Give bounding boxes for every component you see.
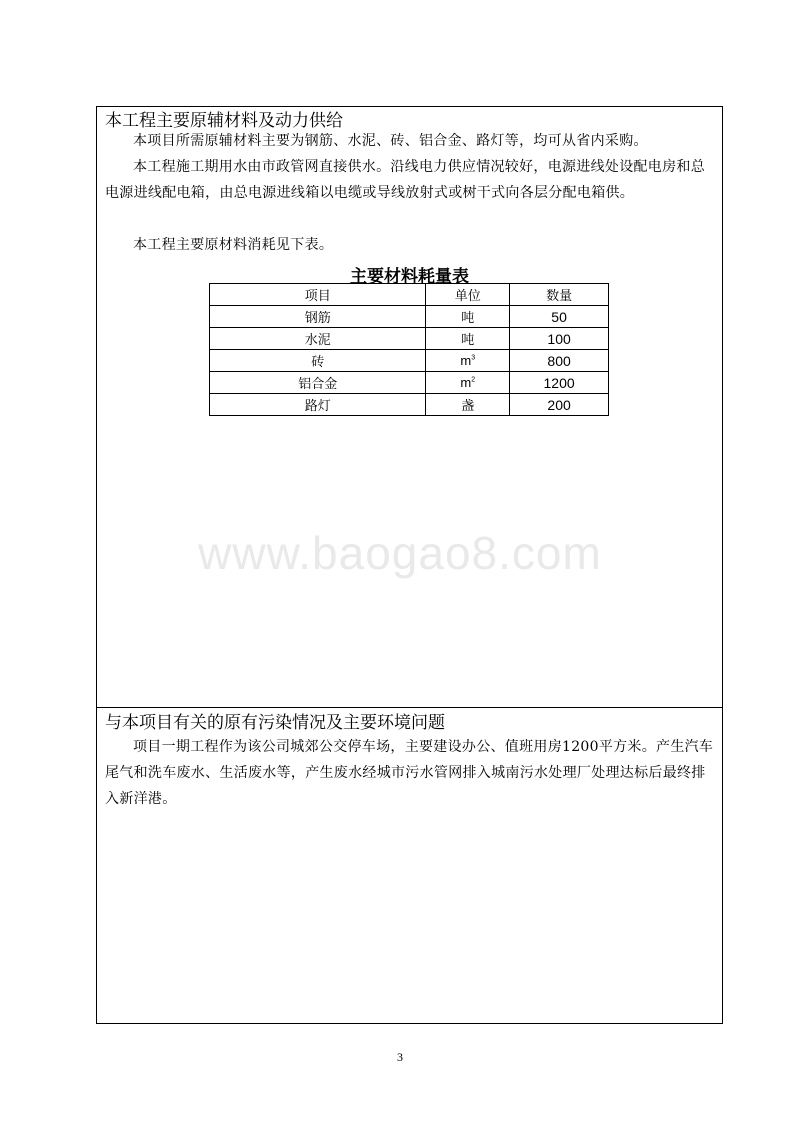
column-header-unit: 单位 xyxy=(426,284,510,306)
table-caption: 主要材料耗量表 xyxy=(350,267,469,287)
cell-quantity: 800 xyxy=(510,350,609,372)
table-row xyxy=(210,328,609,350)
table-row xyxy=(210,306,609,328)
cell-quantity: 50 xyxy=(510,306,609,328)
watermark: www.baogao8.com xyxy=(198,527,602,579)
section2-title: 与本项目有关的原有污染情况及主要环境问题 xyxy=(105,713,445,733)
cell-item: 水泥 xyxy=(210,328,426,350)
section1-title: 本工程主要原辅材料及动力供给 xyxy=(105,111,343,131)
column-header-item: 项目 xyxy=(210,284,426,306)
cell-quantity: 1200 xyxy=(510,372,609,394)
cell-unit xyxy=(426,350,510,372)
table-row xyxy=(210,394,609,416)
unit-base: m xyxy=(460,375,472,390)
cell-quantity: 100 xyxy=(510,328,609,350)
cell-item: 钢筋 xyxy=(210,306,426,328)
page-number: 3 xyxy=(397,1050,403,1064)
cell-item: 砖 xyxy=(210,350,426,372)
section1-paragraph: 本项目所需原辅材料主要为钢筋、水泥、砖、铝合金、路灯等，均可从省内采购。 xyxy=(133,133,648,149)
section1-paragraph: 本工程主要原材料消耗见下表。 xyxy=(133,237,334,253)
cell-unit: 盏 xyxy=(426,394,510,416)
materials-table xyxy=(209,283,609,416)
cell-unit: 吨 xyxy=(426,328,510,350)
unit-base: m xyxy=(460,353,472,368)
section-divider xyxy=(97,707,722,708)
table-row xyxy=(210,372,609,394)
section2-paragraph: 项目一期工程作为该公司城郊公交停车场，主要建设办公、值班用房1200平方米。产生汽车尾气和洗车废水、生活废水等，产生废水经城市污水管网排入城南污水处理厂处理达标后最终排入新洋港。 xyxy=(105,739,714,807)
cell-unit: 吨 xyxy=(426,306,510,328)
column-header-quantity: 数量 xyxy=(510,284,609,306)
cell-unit xyxy=(426,372,510,394)
unit-exponent: 3 xyxy=(471,354,476,362)
table-row xyxy=(210,350,609,372)
table-header-row xyxy=(210,284,609,306)
cell-item: 铝合金 xyxy=(210,372,426,394)
cell-item: 路灯 xyxy=(210,394,426,416)
cell-quantity: 200 xyxy=(510,394,609,416)
section1-paragraph: 本工程施工期用水由市政管网直接供水。沿线电力供应情况较好，电源进线处设配电房和总电源进线配电箱，由总电源进线箱以电缆或导线放射式或树干式向各层分配电箱供。 xyxy=(105,159,705,201)
unit-exponent: 2 xyxy=(471,376,476,384)
